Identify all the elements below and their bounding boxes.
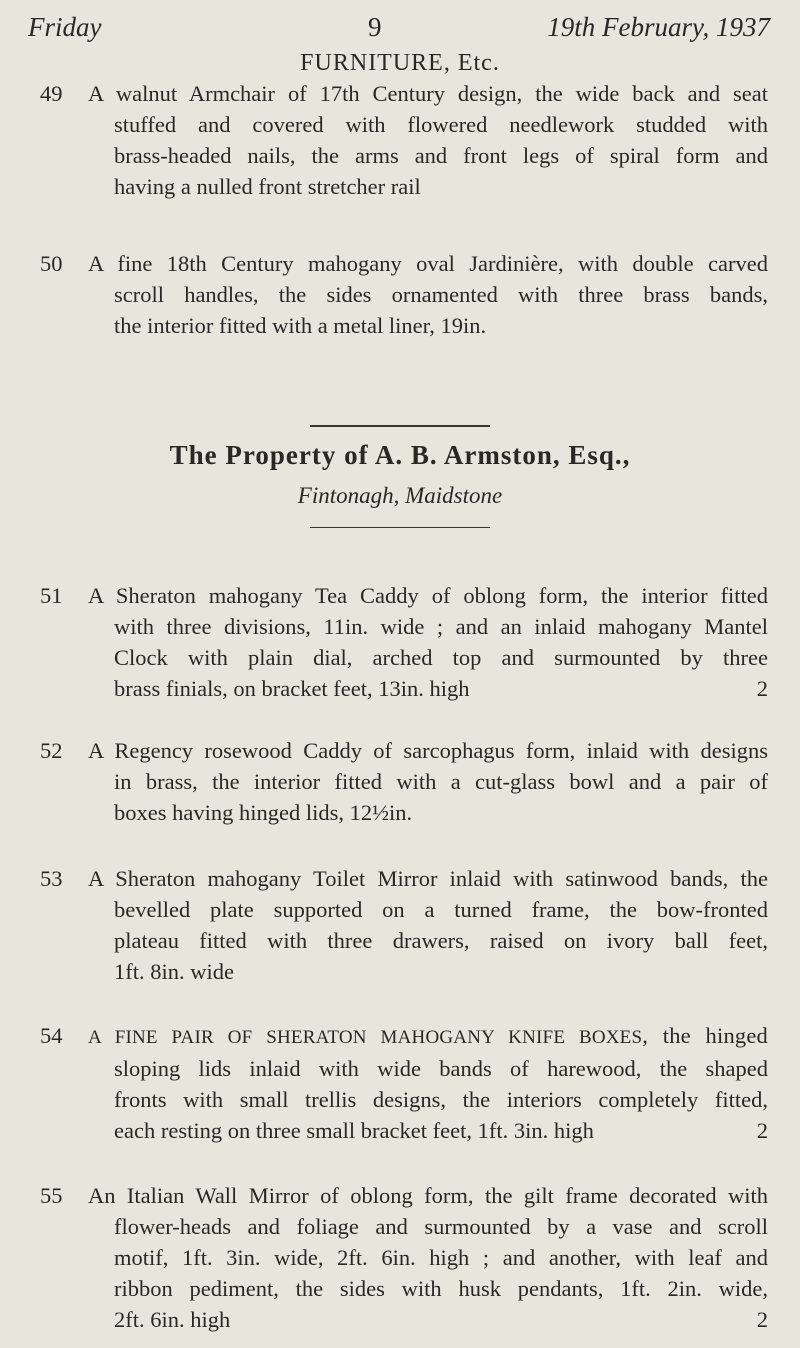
lot-line: A Sheraton mahogany Tea Caddy of oblong form, the interior fitted <box>88 583 768 608</box>
lot-description <box>88 863 768 987</box>
header-date: 19th February, 1937 <box>547 12 770 42</box>
lot-number: 55 <box>40 1183 63 1208</box>
lot-line: in brass, the interior fitted with a cut-glass bowl and a pair of <box>114 769 768 794</box>
lot-number: 51 <box>40 583 63 608</box>
lot-line: flower-heads and foliage and surmounted by a vase and scroll <box>114 1214 768 1239</box>
lot-line: having a nulled front stretcher rail <box>114 174 421 199</box>
lot-line: scroll handles, the sides ornamented with three brass bands, <box>114 282 768 307</box>
header-day: Friday <box>28 12 102 42</box>
lot-line: stuffed and covered with flowered needlework studded with <box>114 112 768 137</box>
lot-number: 50 <box>40 251 63 276</box>
lot-line: motif, 1ft. 3in. wide, 2ft. 6in. high ; and another, with leaf and <box>114 1245 768 1270</box>
page-header <box>28 12 770 52</box>
lot-line: plateau fitted with three drawers, raised on ivory ball feet, <box>114 928 768 953</box>
lot-number: 53 <box>40 866 63 891</box>
lot-line: 2ft. 6in. high <box>114 1307 231 1332</box>
lot-number: 49 <box>40 81 63 106</box>
lot-line: Clock with plain dial, arched top and surmounted by three <box>114 645 768 670</box>
lot-line: each resting on three small bracket feet, 1ft. 3in. high <box>114 1118 594 1143</box>
lot-description <box>88 1180 768 1335</box>
lot-line: brass finials, on bracket feet, 13in. high <box>114 676 470 701</box>
lot-description <box>88 248 768 341</box>
lot-line: A Sheraton mahogany Toilet Mirror inlaid with satinwood bands, the <box>88 866 768 891</box>
lot-description <box>88 735 768 828</box>
lot-line: A Regency rosewood Caddy of sarcophagus form, inlaid with designs <box>88 738 768 763</box>
lot-description <box>88 1020 768 1146</box>
page-number: 9 <box>368 12 382 42</box>
lot-line: fronts with small trellis designs, the interiors completely fitted, <box>114 1087 768 1112</box>
lot-line: sloping lids inlaid with wide bands of harewood, the shaped <box>114 1056 768 1081</box>
lot-description <box>88 580 768 704</box>
owner-place: Fintonagh, Maidstone <box>297 483 503 508</box>
lot-line: A FINE PAIR OF SHERATON MAHOGANY KNIFE BOXES, the hinged <box>88 1023 768 1048</box>
lot-line: bevelled plate supported on a turned frame, the bow-fronted <box>114 897 768 922</box>
lot-line: 1ft. 8in. wide <box>114 959 234 984</box>
owner-name: The Property of A. B. Armston, Esq., <box>169 440 631 470</box>
lot-number: 54 <box>40 1023 63 1048</box>
lot-line: An Italian Wall Mirror of oblong form, the gilt frame decorated with <box>88 1183 768 1208</box>
section-title: FURNITURE, Etc. <box>300 50 500 76</box>
lot-quantity: 2 <box>756 1118 768 1143</box>
lot-description <box>88 78 768 202</box>
lot-highlight: A FINE PAIR OF SHERATON MAHOGANY KNIFE BOXES <box>88 1027 643 1048</box>
lot-number: 52 <box>40 738 63 763</box>
owner-rule-top <box>310 425 490 427</box>
lot-line: A walnut Armchair of 17th Century design, the wide back and seat <box>88 81 768 106</box>
lot-line: with three divisions, 11in. wide ; and an inlaid mahogany Mantel <box>114 614 768 639</box>
lot-line: boxes having hinged lids, 12½in. <box>114 800 413 825</box>
lot-quantity: 2 <box>756 1307 768 1332</box>
lot-line: A fine 18th Century mahogany oval Jardinière, with double carved <box>88 251 768 276</box>
lot-quantity: 2 <box>756 676 768 701</box>
lot-line: the interior fitted with a metal liner, 19in. <box>114 313 487 338</box>
lot-line: ribbon pediment, the sides with husk pendants, 1ft. 2in. wide, <box>114 1276 768 1301</box>
owner-rule-bottom <box>310 527 490 528</box>
lot-line: brass-headed nails, the arms and front legs of spiral form and <box>114 143 768 168</box>
